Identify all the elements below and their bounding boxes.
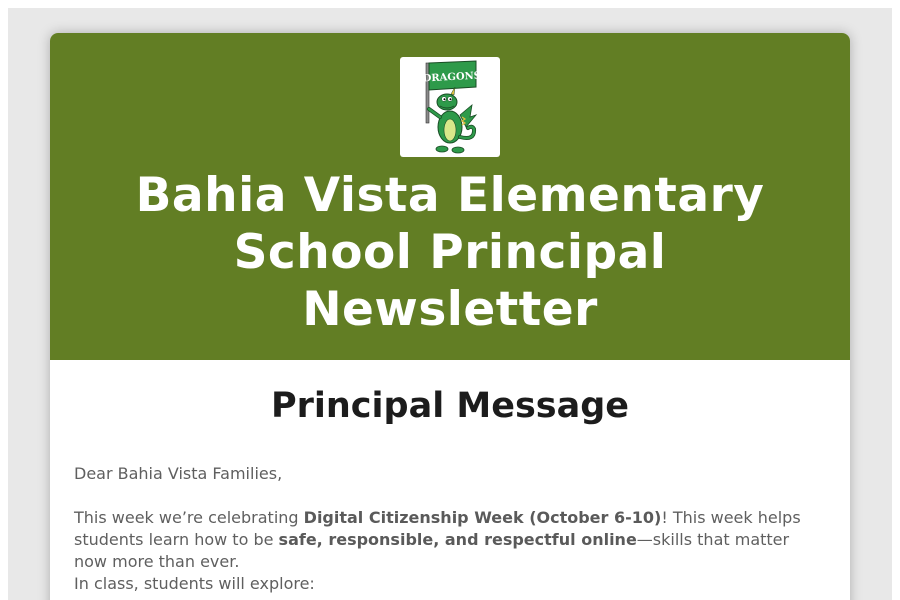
title-line: School Principal — [233, 225, 667, 280]
dragon-mascot-icon — [400, 57, 500, 157]
email-viewport — [8, 8, 892, 600]
newsletter-body — [50, 360, 850, 595]
newsletter-title — [50, 167, 850, 338]
intro-bold-event: Digital Citizenship Week (October 6-10) — [303, 508, 662, 527]
flag-text: DRAGONS — [422, 70, 482, 85]
intro-paragraph — [74, 507, 826, 573]
section-heading: Principal Message — [270, 386, 630, 426]
title-line: Newsletter — [302, 282, 598, 337]
intro-text: This week we’re celebrating — [74, 508, 304, 527]
intro-bold-values: safe, responsible, and respectful online — [278, 530, 637, 549]
greeting-text: Dear Bahia Vista Families, — [74, 464, 283, 483]
intro-text: —skills that matter now more than ever. — [74, 530, 790, 571]
intro-text: ! This week helps students learn how to be — [74, 508, 801, 549]
title-line: Bahia Vista Elementary — [135, 168, 765, 223]
school-logo — [400, 57, 500, 157]
explore-line: In class, students will explore: — [74, 574, 315, 593]
newsletter-card — [50, 33, 850, 600]
newsletter-header — [50, 33, 850, 360]
